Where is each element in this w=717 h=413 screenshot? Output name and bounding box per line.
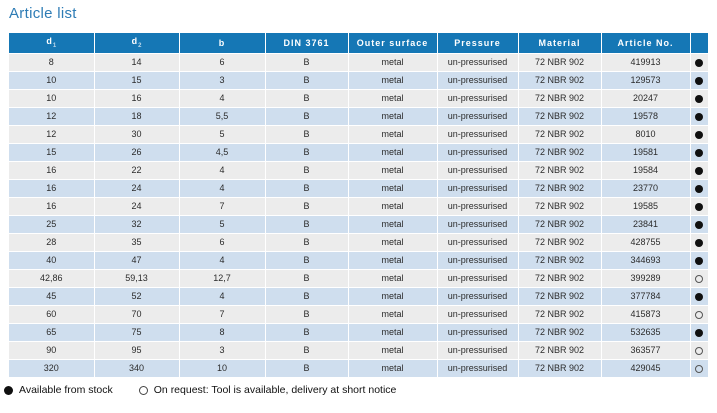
- cell-material: 72 NBR 902: [518, 143, 601, 161]
- cell-material: 72 NBR 902: [518, 287, 601, 305]
- table-row: [9, 125, 708, 143]
- cell-pressure: un-pressurised: [437, 161, 518, 179]
- cell-stock-indicator: [690, 71, 708, 89]
- cell-outer-surface: metal: [348, 233, 437, 251]
- cell-d2: 340: [94, 359, 179, 377]
- stock-open-icon: [695, 275, 703, 283]
- article-table: [9, 33, 708, 378]
- cell-pressure: un-pressurised: [437, 305, 518, 323]
- cell-article-no: 415873: [601, 305, 690, 323]
- cell-d2: 30: [94, 125, 179, 143]
- cell-b: 5: [179, 215, 265, 233]
- cell-pressure: un-pressurised: [437, 233, 518, 251]
- cell-d2: 18: [94, 107, 179, 125]
- cell-d1: 65: [9, 323, 94, 341]
- stock-filled-icon: [4, 386, 13, 395]
- cell-d1: 12: [9, 107, 94, 125]
- cell-article-no: 428755: [601, 233, 690, 251]
- column-header-material: Material: [518, 33, 601, 53]
- cell-stock-indicator: [690, 179, 708, 197]
- cell-d2: 14: [94, 53, 179, 71]
- table-row: [9, 71, 708, 89]
- cell-material: 72 NBR 902: [518, 215, 601, 233]
- cell-pressure: un-pressurised: [437, 125, 518, 143]
- cell-material: 72 NBR 902: [518, 89, 601, 107]
- cell-article-no: 399289: [601, 269, 690, 287]
- cell-d1: 16: [9, 161, 94, 179]
- column-header-stock-indicator: [690, 33, 708, 53]
- cell-pressure: un-pressurised: [437, 269, 518, 287]
- stock-filled-icon: [695, 59, 703, 67]
- cell-outer-surface: metal: [348, 359, 437, 377]
- cell-outer-surface: metal: [348, 215, 437, 233]
- stock-open-icon: [695, 347, 703, 355]
- cell-b: 3: [179, 341, 265, 359]
- stock-filled-icon: [695, 167, 703, 175]
- table-row: [9, 215, 708, 233]
- cell-material: 72 NBR 902: [518, 71, 601, 89]
- table-row: [9, 269, 708, 287]
- cell-b: 6: [179, 53, 265, 71]
- cell-d2: 47: [94, 251, 179, 269]
- cell-b: 7: [179, 305, 265, 323]
- column-header-pressure: Pressure: [437, 33, 518, 53]
- cell-b: 10: [179, 359, 265, 377]
- cell-pressure: un-pressurised: [437, 107, 518, 125]
- cell-din-3761: B: [265, 53, 348, 71]
- cell-b: 4: [179, 287, 265, 305]
- cell-d1: 320: [9, 359, 94, 377]
- cell-outer-surface: metal: [348, 197, 437, 215]
- table-row: [9, 107, 708, 125]
- cell-pressure: un-pressurised: [437, 71, 518, 89]
- cell-din-3761: B: [265, 89, 348, 107]
- cell-pressure: un-pressurised: [437, 341, 518, 359]
- cell-din-3761: B: [265, 179, 348, 197]
- cell-pressure: un-pressurised: [437, 287, 518, 305]
- cell-outer-surface: metal: [348, 89, 437, 107]
- cell-outer-surface: metal: [348, 305, 437, 323]
- cell-din-3761: B: [265, 359, 348, 377]
- cell-pressure: un-pressurised: [437, 215, 518, 233]
- cell-stock-indicator: [690, 125, 708, 143]
- cell-stock-indicator: [690, 215, 708, 233]
- page-title: Article list: [9, 5, 77, 22]
- stock-filled-icon: [695, 329, 703, 337]
- cell-d2: 15: [94, 71, 179, 89]
- table-row: [9, 89, 708, 107]
- cell-d2: 35: [94, 233, 179, 251]
- cell-d1: 45: [9, 287, 94, 305]
- column-header-d1: $d_1$: [9, 33, 94, 53]
- table-row: [9, 161, 708, 179]
- cell-material: 72 NBR 902: [518, 251, 601, 269]
- cell-article-no: 19581: [601, 143, 690, 161]
- cell-outer-surface: metal: [348, 323, 437, 341]
- cell-b: 12,7: [179, 269, 265, 287]
- cell-pressure: un-pressurised: [437, 197, 518, 215]
- cell-stock-indicator: [690, 53, 708, 71]
- cell-b: 8: [179, 323, 265, 341]
- stock-filled-icon: [695, 257, 703, 265]
- cell-b: 4: [179, 89, 265, 107]
- legend: [4, 384, 396, 396]
- cell-article-no: 20247: [601, 89, 690, 107]
- stock-filled-icon: [695, 221, 703, 229]
- table-header-row: [9, 33, 708, 53]
- cell-article-no: 23770: [601, 179, 690, 197]
- legend-filled-label: Available from stock: [19, 384, 113, 396]
- cell-article-no: 429045: [601, 359, 690, 377]
- cell-pressure: un-pressurised: [437, 251, 518, 269]
- cell-outer-surface: metal: [348, 287, 437, 305]
- cell-outer-surface: metal: [348, 161, 437, 179]
- cell-b: 5: [179, 125, 265, 143]
- cell-article-no: 419913: [601, 53, 690, 71]
- stock-filled-icon: [695, 95, 703, 103]
- column-header-article-no: Article No.: [601, 33, 690, 53]
- cell-material: 72 NBR 902: [518, 269, 601, 287]
- cell-article-no: 129573: [601, 71, 690, 89]
- cell-d2: 32: [94, 215, 179, 233]
- cell-stock-indicator: [690, 287, 708, 305]
- cell-outer-surface: metal: [348, 251, 437, 269]
- cell-b: 6: [179, 233, 265, 251]
- cell-din-3761: B: [265, 287, 348, 305]
- cell-pressure: un-pressurised: [437, 89, 518, 107]
- cell-stock-indicator: [690, 233, 708, 251]
- cell-pressure: un-pressurised: [437, 143, 518, 161]
- cell-din-3761: B: [265, 269, 348, 287]
- table-row: [9, 287, 708, 305]
- stock-filled-icon: [695, 203, 703, 211]
- cell-outer-surface: metal: [348, 269, 437, 287]
- cell-stock-indicator: [690, 359, 708, 377]
- cell-d1: 42,86: [9, 269, 94, 287]
- cell-article-no: 363577: [601, 341, 690, 359]
- table-row: [9, 323, 708, 341]
- cell-material: 72 NBR 902: [518, 197, 601, 215]
- stock-open-icon: [695, 365, 703, 373]
- cell-b: 4: [179, 161, 265, 179]
- cell-article-no: 19585: [601, 197, 690, 215]
- stock-filled-icon: [695, 185, 703, 193]
- cell-outer-surface: metal: [348, 143, 437, 161]
- cell-pressure: un-pressurised: [437, 179, 518, 197]
- cell-din-3761: B: [265, 233, 348, 251]
- cell-din-3761: B: [265, 71, 348, 89]
- cell-d1: 8: [9, 53, 94, 71]
- cell-article-no: 19578: [601, 107, 690, 125]
- cell-d1: 10: [9, 71, 94, 89]
- cell-d1: 10: [9, 89, 94, 107]
- cell-pressure: un-pressurised: [437, 53, 518, 71]
- stock-filled-icon: [695, 131, 703, 139]
- cell-din-3761: B: [265, 125, 348, 143]
- cell-material: 72 NBR 902: [518, 323, 601, 341]
- cell-b: 5,5: [179, 107, 265, 125]
- cell-d2: 59,13: [94, 269, 179, 287]
- cell-outer-surface: metal: [348, 179, 437, 197]
- cell-material: 72 NBR 902: [518, 179, 601, 197]
- cell-pressure: un-pressurised: [437, 359, 518, 377]
- cell-d1: 60: [9, 305, 94, 323]
- cell-d1: 28: [9, 233, 94, 251]
- table-row: [9, 197, 708, 215]
- article-table-body: [9, 53, 708, 377]
- cell-din-3761: B: [265, 323, 348, 341]
- cell-d2: 95: [94, 341, 179, 359]
- cell-material: 72 NBR 902: [518, 305, 601, 323]
- stock-filled-icon: [695, 77, 703, 85]
- stock-filled-icon: [695, 149, 703, 157]
- cell-d2: 26: [94, 143, 179, 161]
- cell-din-3761: B: [265, 215, 348, 233]
- cell-stock-indicator: [690, 341, 708, 359]
- cell-b: 3: [179, 71, 265, 89]
- cell-d2: 16: [94, 89, 179, 107]
- cell-d1: 90: [9, 341, 94, 359]
- cell-stock-indicator: [690, 323, 708, 341]
- cell-outer-surface: metal: [348, 107, 437, 125]
- cell-material: 72 NBR 902: [518, 359, 601, 377]
- cell-d1: 15: [9, 143, 94, 161]
- table-row: [9, 359, 708, 377]
- cell-din-3761: B: [265, 251, 348, 269]
- cell-article-no: 532635: [601, 323, 690, 341]
- table-row: [9, 179, 708, 197]
- cell-din-3761: B: [265, 341, 348, 359]
- stock-filled-icon: [695, 113, 703, 121]
- cell-b: 4: [179, 251, 265, 269]
- column-header-outer-surface: Outer surface: [348, 33, 437, 53]
- legend-open-label: On request: Tool is available, delivery at short notice: [153, 384, 397, 396]
- cell-d2: 22: [94, 161, 179, 179]
- cell-article-no: 23841: [601, 215, 690, 233]
- stock-filled-icon: [695, 293, 703, 301]
- cell-stock-indicator: [690, 305, 708, 323]
- cell-din-3761: B: [265, 197, 348, 215]
- table-row: [9, 251, 708, 269]
- cell-d1: 16: [9, 197, 94, 215]
- cell-outer-surface: metal: [348, 71, 437, 89]
- column-header-d2: $d_2$: [94, 33, 179, 53]
- cell-d2: 24: [94, 179, 179, 197]
- cell-b: 4: [179, 179, 265, 197]
- cell-stock-indicator: [690, 269, 708, 287]
- cell-article-no: 19584: [601, 161, 690, 179]
- cell-stock-indicator: [690, 197, 708, 215]
- cell-article-no: 344693: [601, 251, 690, 269]
- cell-material: 72 NBR 902: [518, 341, 601, 359]
- column-header-din-3761: DIN 3761: [265, 33, 348, 53]
- stock-open-icon: [695, 311, 703, 319]
- stock-filled-icon: [695, 239, 703, 247]
- cell-material: 72 NBR 902: [518, 53, 601, 71]
- table-row: [9, 305, 708, 323]
- table-row: [9, 341, 708, 359]
- table-row: [9, 233, 708, 251]
- cell-material: 72 NBR 902: [518, 107, 601, 125]
- cell-d2: 52: [94, 287, 179, 305]
- cell-outer-surface: metal: [348, 53, 437, 71]
- cell-b: 7: [179, 197, 265, 215]
- cell-stock-indicator: [690, 251, 708, 269]
- cell-stock-indicator: [690, 107, 708, 125]
- cell-outer-surface: metal: [348, 341, 437, 359]
- cell-din-3761: B: [265, 161, 348, 179]
- column-header-b: b: [179, 33, 265, 53]
- cell-material: 72 NBR 902: [518, 125, 601, 143]
- cell-pressure: un-pressurised: [437, 323, 518, 341]
- stock-open-icon: [139, 386, 148, 395]
- cell-din-3761: B: [265, 305, 348, 323]
- cell-din-3761: B: [265, 107, 348, 125]
- cell-material: 72 NBR 902: [518, 233, 601, 251]
- table-row: [9, 143, 708, 161]
- cell-material: 72 NBR 902: [518, 161, 601, 179]
- cell-stock-indicator: [690, 143, 708, 161]
- cell-d1: 40: [9, 251, 94, 269]
- cell-din-3761: B: [265, 143, 348, 161]
- cell-d1: 16: [9, 179, 94, 197]
- cell-article-no: 8010: [601, 125, 690, 143]
- cell-d2: 70: [94, 305, 179, 323]
- cell-d2: 75: [94, 323, 179, 341]
- table-row: [9, 53, 708, 71]
- cell-article-no: 377784: [601, 287, 690, 305]
- cell-stock-indicator: [690, 161, 708, 179]
- cell-d1: 12: [9, 125, 94, 143]
- cell-outer-surface: metal: [348, 125, 437, 143]
- cell-b: 4,5: [179, 143, 265, 161]
- cell-stock-indicator: [690, 89, 708, 107]
- cell-d1: 25: [9, 215, 94, 233]
- cell-d2: 24: [94, 197, 179, 215]
